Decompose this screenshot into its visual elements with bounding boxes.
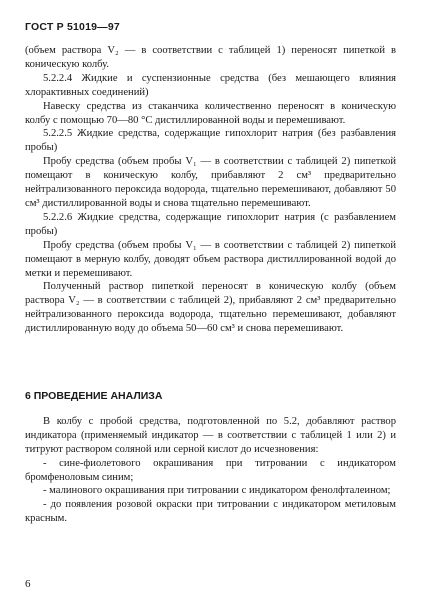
title-spacer	[25, 404, 396, 415]
clause-5-2-2-5-text: Пробу средства (объем пробы V₁ — в соответствии с таблицей 2) пипеткой помещают в коническую колбу, прибавляют 2 см³ предварительно нейтрализованного пероксида водорода, тщательно перемешивают, добавляют 50 см³ дистиллированной воды и снова тщательно перемешивают.	[25, 156, 396, 209]
clause-5-2-2-6-text-2: Полученный раствор пипеткой переносят в коническую колбу (объем раствора V₂ — в соответствии с таблицей 2), прибавляют 2 см³ предварительно нейтрализованного пероксида водорода, тщательно перемешивают, добавляют дистиллированную воду до объема 50—60 см³ и снова перемешивают.	[25, 281, 396, 335]
clause-5-2-2-6-heading: 5.2.2.6 Жидкие средства, содержащие гипохлорит натрия (с разбавлением пробы)	[25, 211, 396, 237]
list-item: - сине-фиолетового окрашивания при титровании с индикатором бромфеноловым синим;	[25, 457, 396, 483]
clause-5-2-2-5-heading: 5.2.2.5 Жидкие средства, содержащие гипохлорит натрия (без разбавления пробы)	[25, 128, 396, 154]
page-number: 6	[25, 578, 31, 590]
list-item: - малинового окрашивания при титровании с индикатором фенолфталеином;	[43, 485, 391, 497]
clause-5-2-2-6-text: Пробу средства (объем пробы V₁ — в соответствии с таблицей 2) пипеткой помещают в мерную колбу, доводят объем раствора дистиллированной водой до метки и перемешивают.	[25, 239, 396, 279]
standard-header: ГОСТ Р 51019—97	[25, 21, 120, 33]
paragraph-continuation: (объем раствора V₂ — в соответствии с таблицей 1) переносят пипеткой в коническую колбу.	[25, 45, 396, 70]
clause-5-2-2-4-heading: 5.2.2.4 Жидкие и суспензионные средства (без мешающего влияния хлорактивных соединений)	[25, 72, 396, 98]
section-6-title: 6 ПРОВЕДЕНИЕ АНАЛИЗА	[25, 390, 163, 403]
section-spacer	[25, 336, 396, 390]
clause-5-2-2-4-text: Навеску средства из стаканчика количественно переносят в коническую колбу с помощью 70—80 °С дистиллированной воды и перемешивают.	[25, 100, 396, 126]
list-item: - до появления розовой окраски при титровании с индикатором метиловым красным.	[25, 499, 396, 525]
section-6-intro: В колбу с пробой средства, подготовленной по 5.2, добавляют раствор индикатора (применяемый индикатор — в соответствии с таблицей 1 или 2) и титруют раствором соляной или серной кислот до исчезновения:	[25, 415, 396, 455]
page-content	[25, 44, 396, 526]
